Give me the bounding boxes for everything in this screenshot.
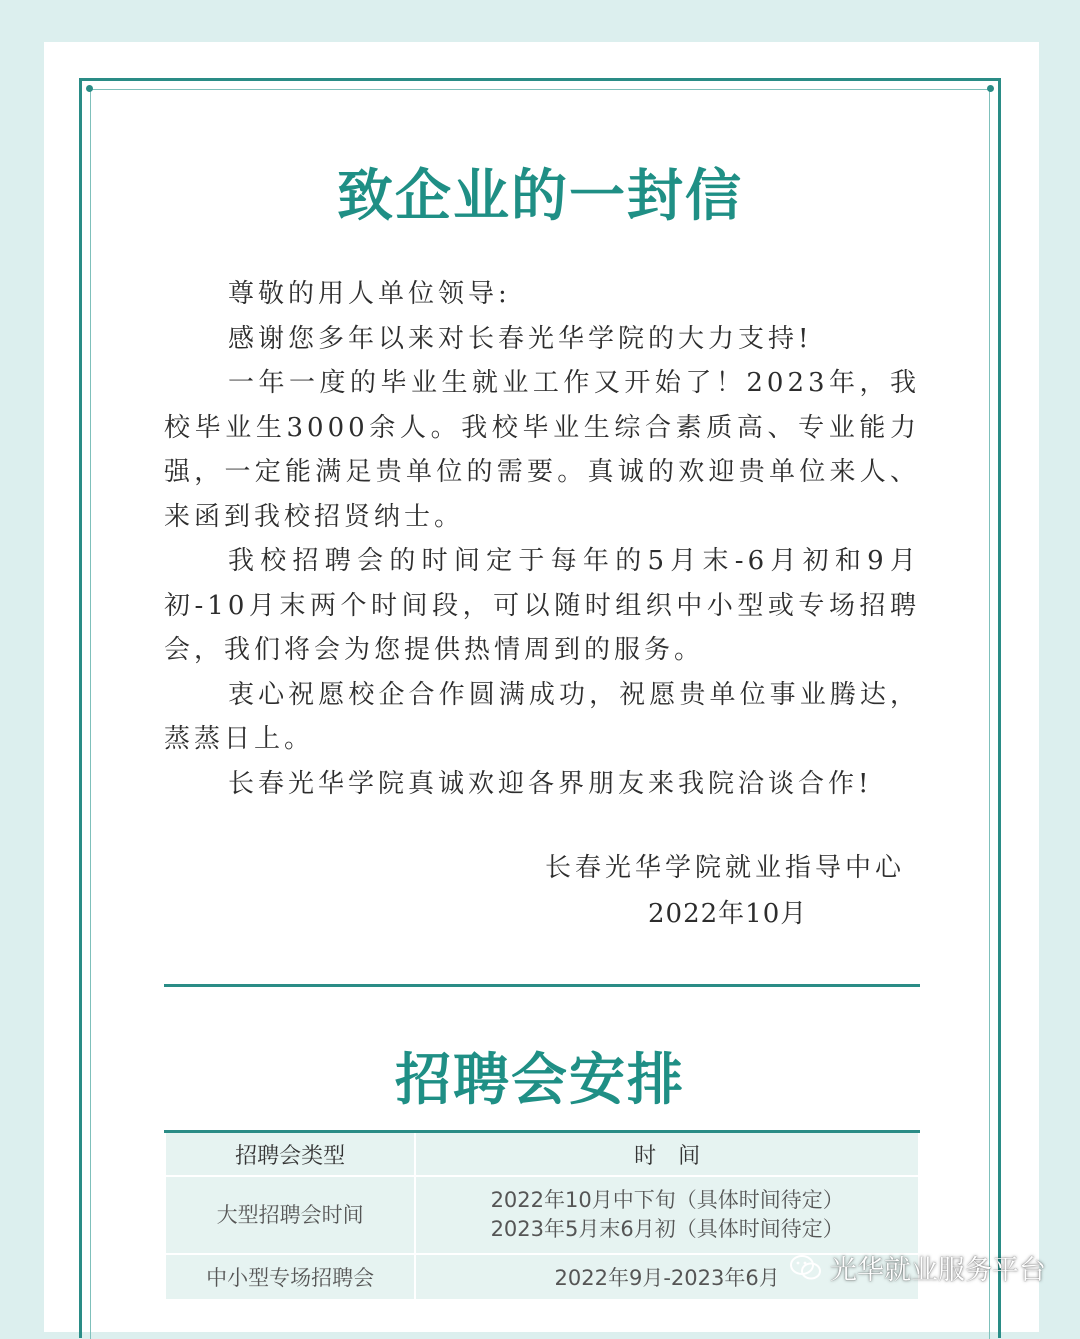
row-time: 2022年9月-2023年6月 [415, 1254, 919, 1300]
corner-dot-left [86, 85, 93, 92]
watermark-text: 光华就业服务平台 [830, 1255, 1046, 1286]
header-type: 招聘会类型 [165, 1132, 415, 1177]
letter-salutation: 尊敬的用人单位领导: [228, 279, 511, 309]
watermark [790, 1248, 1046, 1287]
row-type: 大型招聘会时间 [165, 1176, 415, 1254]
letter-body [164, 272, 920, 806]
letter-signature: 长春光华学院就业指导中心 [545, 853, 906, 883]
wechat-icon [790, 1254, 822, 1282]
letter-paragraph: 一年一度的毕业生就业工作又开始了！2023年，我校毕业生3000余人。我校毕业生综合素质高、专业能力强，一定能满足贵单位的需要。真诚的欢迎贵单位来人、来函到我校招贤纳士。 [164, 368, 920, 532]
letter-paragraph: 长春光华学院真诚欢迎各界朋友来我院洽谈合作! [228, 768, 873, 799]
row-type: 中小型专场招聘会 [165, 1254, 415, 1300]
letter-paragraph: 衷心祝愿校企合作圆满成功，祝愿贵单位事业腾达，蒸蒸日上。 [164, 679, 920, 754]
header-time: 时 间 [415, 1132, 919, 1177]
letter-title: 致企业的一封信 [337, 164, 743, 229]
row-time-line: 2022年10月中下旬（具体时间待定） [490, 1188, 844, 1212]
row-time [415, 1176, 919, 1254]
letter-paragraph: 我校招聘会的时间定于每年的5月末-6月初和9月初-10月末两个时间段，可以随时组织中小型或专场招聘会，我们将会为您提供热情周到的服务。 [164, 546, 920, 665]
letter-date: 2022年10月 [648, 899, 808, 929]
table-row [165, 1176, 919, 1254]
letter-paragraph: 感谢您多年以来对长春光华学院的大力支持! [228, 323, 813, 354]
schedule-title: 招聘会安排 [395, 1048, 685, 1113]
table-header-row [165, 1132, 919, 1177]
section-divider [164, 984, 920, 987]
corner-dot-right [987, 85, 994, 92]
row-time-line: 2023年5月末6月初（具体时间待定） [490, 1217, 844, 1241]
